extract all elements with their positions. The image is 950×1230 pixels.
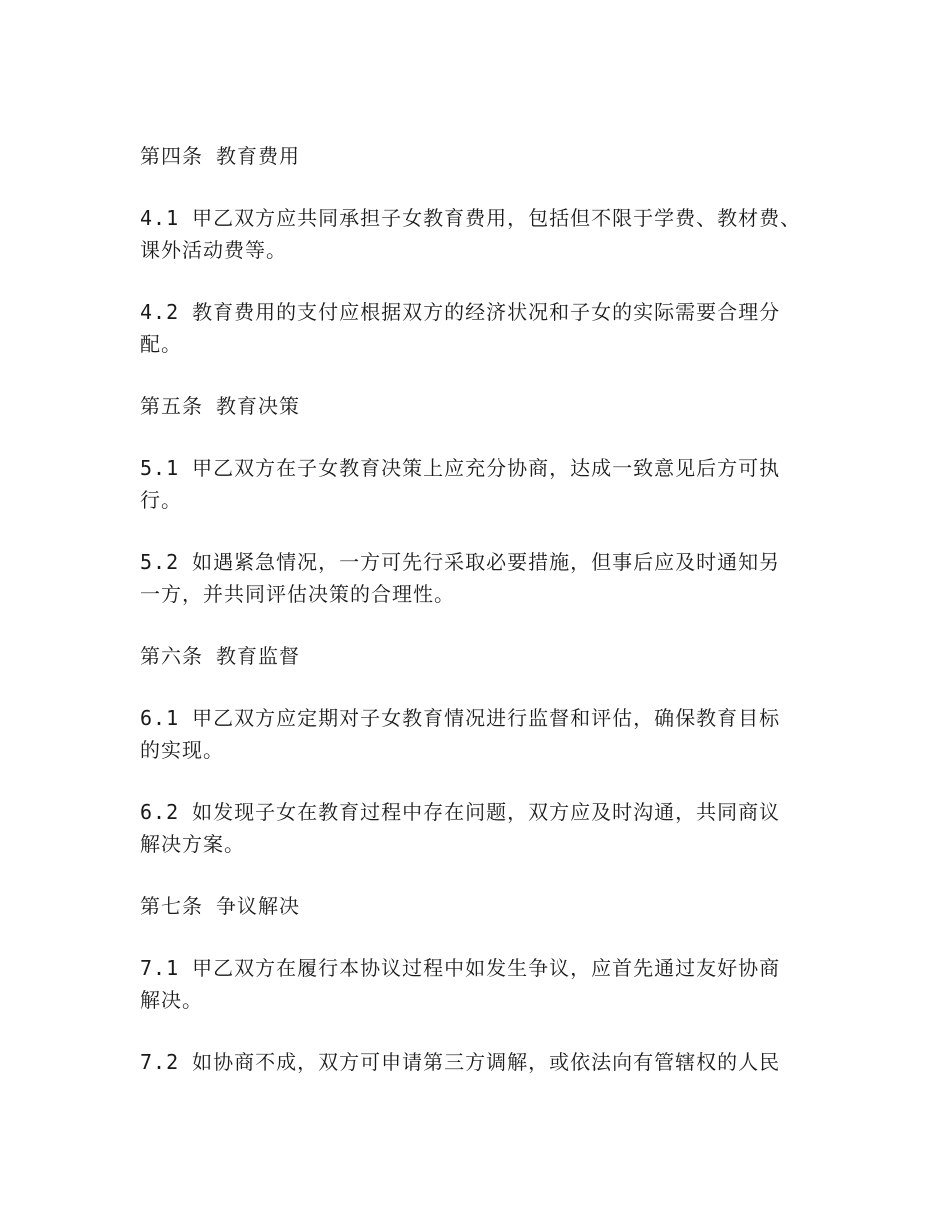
heading-text: 第六条 教育监督 xyxy=(140,644,301,668)
clause-6-1 xyxy=(140,702,840,766)
clause-line: 4.1 甲乙双方应共同承担子女教育费用，包括但不限于学费、教材费、 xyxy=(140,206,802,230)
clause-5-1 xyxy=(140,452,840,516)
clause-line: 7.2 如协商不成，双方可申请第三方调解，或依法向有管辖权的人民 xyxy=(140,1050,781,1074)
clause-line: 的实现。 xyxy=(140,738,224,762)
heading-text: 第七条 争议解决 xyxy=(140,894,301,918)
clause-7-1 xyxy=(140,952,840,1016)
article-4-heading xyxy=(140,140,840,172)
article-5-heading xyxy=(140,390,840,422)
clause-5-2 xyxy=(140,546,840,610)
clause-line: 一方，并共同评估决策的合理性。 xyxy=(140,582,455,606)
clause-4-2 xyxy=(140,296,840,360)
clause-line: 行。 xyxy=(140,488,182,512)
heading-text: 第五条 教育决策 xyxy=(140,394,301,418)
clause-4-1 xyxy=(140,202,840,266)
clause-6-2 xyxy=(140,796,840,860)
clause-line: 7.1 甲乙双方在履行本协议过程中如发生争议，应首先通过友好协商 xyxy=(140,956,781,980)
clause-line: 6.1 甲乙双方应定期对子女教育情况进行监督和评估，确保教育目标 xyxy=(140,706,781,730)
clause-line: 解决。 xyxy=(140,988,203,1012)
clause-line: 解决方案。 xyxy=(140,832,245,856)
clause-line: 4.2 教育费用的支付应根据双方的经济状况和子女的实际需要合理分 xyxy=(140,300,781,324)
clause-line: 5.1 甲乙双方在子女教育决策上应充分协商，达成一致意见后方可执 xyxy=(140,456,781,480)
clause-7-2 xyxy=(140,1046,840,1078)
clause-line: 课外活动费等。 xyxy=(140,238,287,262)
heading-text: 第四条 教育费用 xyxy=(140,144,301,168)
article-6-heading xyxy=(140,640,840,672)
clause-line: 配。 xyxy=(140,332,182,356)
clause-line: 5.2 如遇紧急情况，一方可先行采取必要措施，但事后应及时通知另 xyxy=(140,550,781,574)
clause-line: 6.2 如发现子女在教育过程中存在问题，双方应及时沟通，共同商议 xyxy=(140,800,781,824)
article-7-heading xyxy=(140,890,840,922)
